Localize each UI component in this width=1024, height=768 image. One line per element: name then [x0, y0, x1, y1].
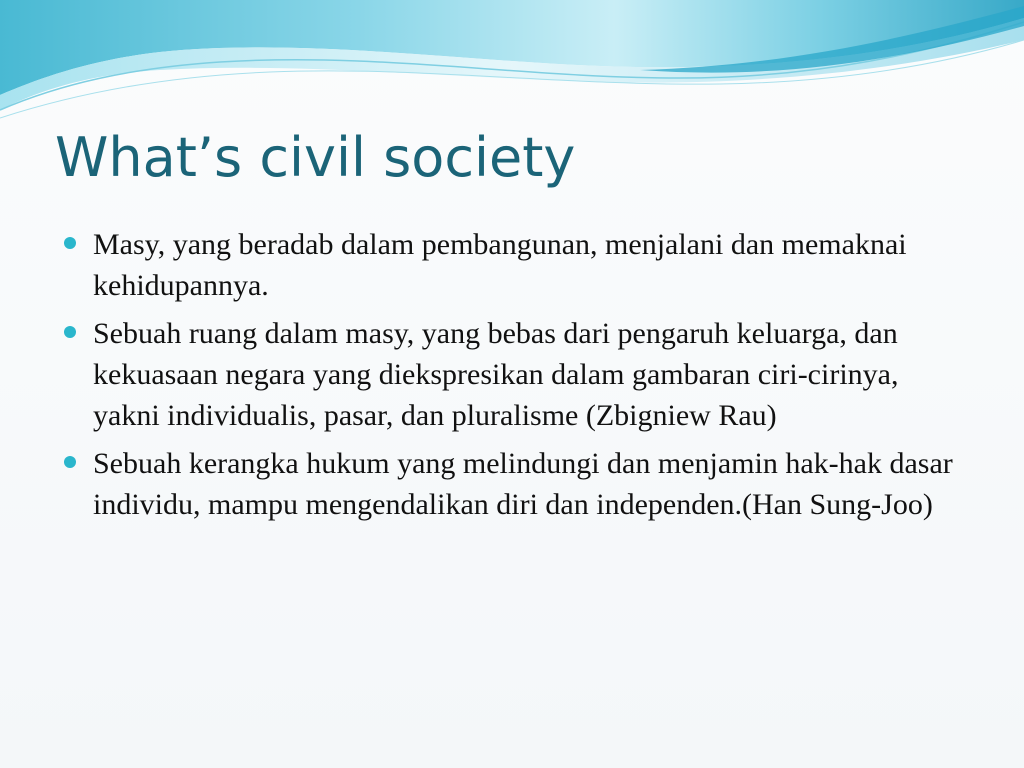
bullet-item — [64, 224, 964, 306]
bullet-text: Sebuah ruang dalam masy, yang bebas dari pengaruh keluarga, dan kekuasaan negara yang diekspresikan dalam gambaran ciri-cirinya, yakni individualis, pasar, dan pluralisme (Zbigniew Rau) — [93, 317, 899, 432]
bullet-list — [64, 224, 964, 532]
bullet-text: Masy, yang beradab dalam pembangunan, menjalani dan memaknai kehidupannya. — [93, 228, 907, 302]
bullet-dot-icon — [64, 456, 76, 468]
bullet-dot-icon — [64, 237, 76, 249]
bullet-item — [64, 443, 964, 525]
bullet-item — [64, 313, 964, 436]
slide-title: What’s civil society — [55, 126, 576, 189]
bullet-dot-icon — [64, 326, 76, 338]
header-wave-decoration — [0, 0, 1024, 130]
bullet-text: Sebuah kerangka hukum yang melindungi dan menjamin hak-hak dasar individu, mampu mengendalikan diri dan independen.(Han Sung-Joo) — [93, 447, 953, 521]
